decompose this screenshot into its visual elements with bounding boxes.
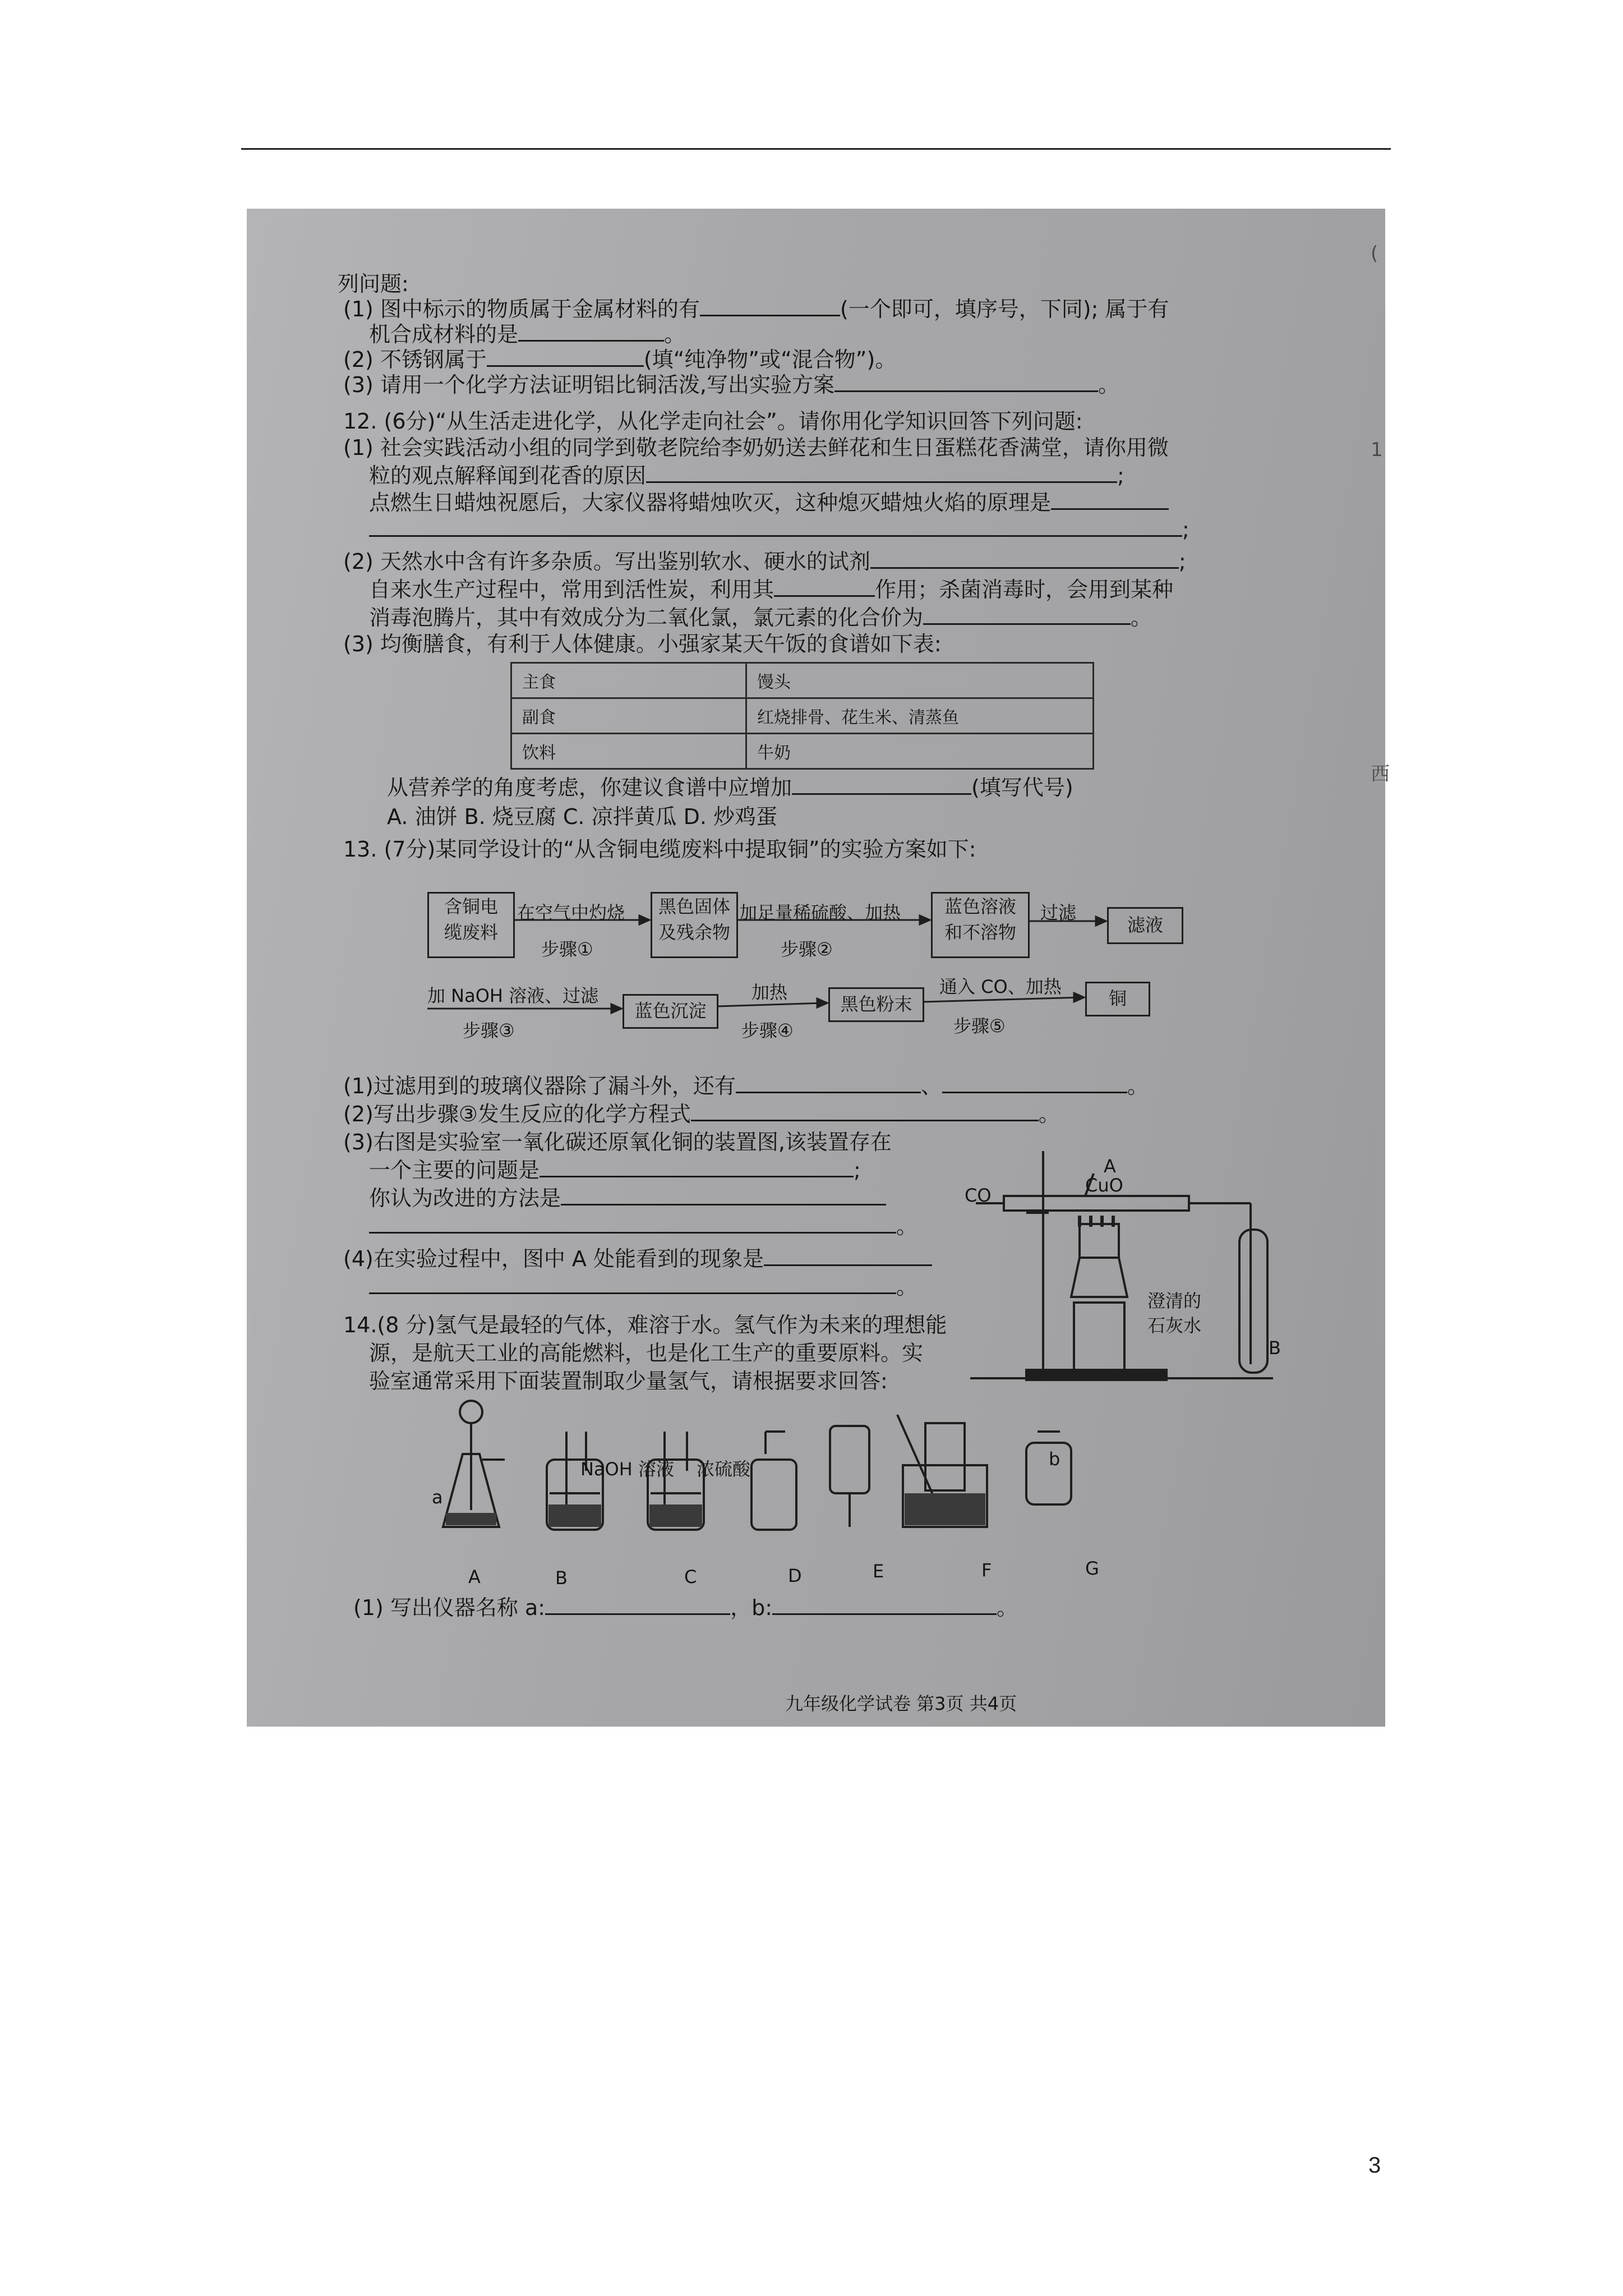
flow-box-3: 蓝色溶液 和不溶物 — [931, 892, 1030, 958]
text-line: 消毒泡腾片，其中有效成分为二氧化氯，氯元素的化合价为 。 — [369, 605, 1152, 630]
arrow-label: 步骤⑤ — [953, 1015, 1006, 1037]
text-line: (1)过滤用到的玻璃仪器除了漏斗外，还有 、 。 — [343, 1074, 1149, 1098]
edge-mark: 1 — [1371, 439, 1383, 461]
text-line: (1) 写出仪器名称 a: ，b: 。 — [353, 1595, 1018, 1620]
text-line: 。 — [369, 1273, 917, 1300]
flow-box-5: 蓝色沉淀 — [623, 994, 718, 1029]
cuo-label: CuO — [1085, 1175, 1123, 1196]
arrow-label: 过滤 — [1040, 902, 1077, 923]
edge-mark: 西 — [1371, 763, 1390, 785]
arrow-label: 加 NaOH 溶液、过滤 — [427, 985, 599, 1006]
text-line: 一个主要的问题是 ; — [369, 1158, 861, 1182]
point-a-label: A — [1104, 1156, 1116, 1177]
text-line: (2)写出步骤③发生反应的化学方程式 。 — [343, 1102, 1060, 1126]
apparatus-label: B — [555, 1567, 568, 1589]
table-cell: 副食 — [511, 698, 746, 734]
arrow-label: 在空气中灼烧 — [517, 902, 625, 923]
text-line: 你认为改进的方法是 — [369, 1185, 886, 1212]
instrument-a-label: a — [432, 1487, 443, 1508]
apparatus-label: E — [873, 1561, 884, 1582]
text-line: 从营养学的角度考虑，你建议食谱中应增加 (填写代号) — [387, 775, 1073, 800]
h2so4-label: 浓硫酸 — [697, 1458, 751, 1480]
arrow-label: 通入 CO、加热 — [939, 976, 1062, 997]
text-line: 列问题: — [338, 272, 409, 296]
limewater-label: 澄清的 — [1147, 1290, 1202, 1312]
arrow-label: 加足量稀硫酸、加热 — [739, 902, 901, 923]
flow-box-6: 黑色粉末 — [828, 987, 924, 1022]
flow-box-2: 黑色固体 及残余物 — [651, 892, 738, 958]
text-line: 机合成材料的是 。 — [369, 322, 686, 347]
table-cell: 红烧排骨、花生米、清蒸鱼 — [746, 698, 1094, 734]
flow-box-1: 含铜电 缆废料 — [427, 892, 515, 958]
text-line: (4)在实验过程中，图中 A 处能看到的现象是 — [343, 1245, 932, 1272]
text-line: 自来水生产过程中，常用到活性炭，利用其 作用；杀菌消毒时，会用到某种 — [369, 577, 1174, 602]
arrow-label: 加热 — [751, 982, 788, 1003]
text-line: A. 油饼 B. 烧豆腐 C. 凉拌黄瓜 D. 炒鸡蛋 — [387, 804, 778, 829]
naoh-label: NaOH 溶液 — [580, 1458, 674, 1480]
text-line: 源，是航天工业的高能燃料，也是化工生产的重要原料。实 — [369, 1341, 924, 1365]
header-rule — [241, 148, 1391, 150]
question-14: 14.(8 分)氢气是最轻的气体，难溶于水。氢气作为未来的理想能 — [343, 1313, 947, 1337]
question-13: 13. (7分)某同学设计的“从含铜电缆废料中提取铜”的实验方案如下: — [343, 837, 976, 862]
co-label: CO — [965, 1185, 992, 1206]
table-cell: 主食 — [511, 663, 746, 698]
flow-arrows — [247, 209, 1385, 1050]
apparatus-label: C — [684, 1566, 697, 1588]
text-line: (1) 社会实践活动小组的同学到敬老院给李奶奶送去鲜花和生日蛋糕花香满堂，请你用微 — [343, 435, 1169, 460]
table-cell: 馒头 — [746, 663, 1094, 698]
page-number: 3 — [1368, 2153, 1381, 2178]
text-line: (3) 均衡膳食，有利于人体健康。小强家某天午饭的食谱如下表: — [343, 632, 942, 656]
table-cell: 牛奶 — [746, 734, 1094, 769]
point-b-label: B — [1269, 1337, 1281, 1359]
text-line: (3) 请用一个化学方法证明铝比铜活泼,写出实验方案 。 — [343, 372, 1120, 397]
text-line: (2) 天然水中含有许多杂质。写出鉴别软水、硬水的试剂 ; — [343, 549, 1186, 574]
apparatus-label: G — [1085, 1558, 1099, 1579]
limewater-label: 石灰水 — [1147, 1315, 1202, 1336]
flow-box-7: 铜 — [1085, 982, 1150, 1016]
text-line: 验室通常采用下面装置制取少量氢气，请根据要求回答: — [369, 1369, 888, 1393]
co-apparatus-drawing — [959, 1151, 1352, 1387]
instrument-b-label: b — [1049, 1448, 1061, 1470]
apparatus-label: D — [788, 1565, 802, 1586]
text-line: ; — [369, 516, 1189, 543]
arrow-label: 步骤④ — [741, 1020, 794, 1041]
apparatus-label: A — [468, 1566, 481, 1588]
h2-apparatus-drawing — [437, 1398, 1166, 1566]
arrow-label: 步骤③ — [463, 1020, 515, 1041]
text-line: (2) 不锈钢属于 (填“纯净物”或“混合物”)。 — [343, 347, 897, 372]
arrow-label: 步骤① — [541, 938, 593, 960]
flow-box-4: 滤液 — [1107, 907, 1183, 944]
text-line: (1) 图中标示的物质属于金属材料的有 (一个即可，填序号，下同); 属于有 — [343, 297, 1169, 321]
page-footer: 九年级化学试卷 第3页 共4页 — [785, 1693, 1017, 1714]
exam-photo — [247, 209, 1390, 1727]
text-line: 。 — [369, 1213, 917, 1240]
question-12: 12. (6分)“从生活走进化学，从化学走向社会”。请你用化学知识回答下列问题: — [343, 409, 1083, 434]
edge-mark: ( — [1371, 242, 1378, 265]
text-line: 点燃生日蜡烛祝愿后，大家仪器将蜡烛吹灭，这种熄灭蜡烛火焰的原理是 — [369, 489, 1169, 516]
apparatus-label: F — [981, 1559, 992, 1581]
table-cell: 饮料 — [511, 734, 746, 769]
arrow-label: 步骤② — [781, 938, 833, 960]
text-line: 粒的观点解释闻到花香的原因 ; — [369, 463, 1124, 488]
text-line: (3)右图是实验室一氧化碳还原氧化铜的装置图,该装置存在 — [343, 1130, 892, 1154]
